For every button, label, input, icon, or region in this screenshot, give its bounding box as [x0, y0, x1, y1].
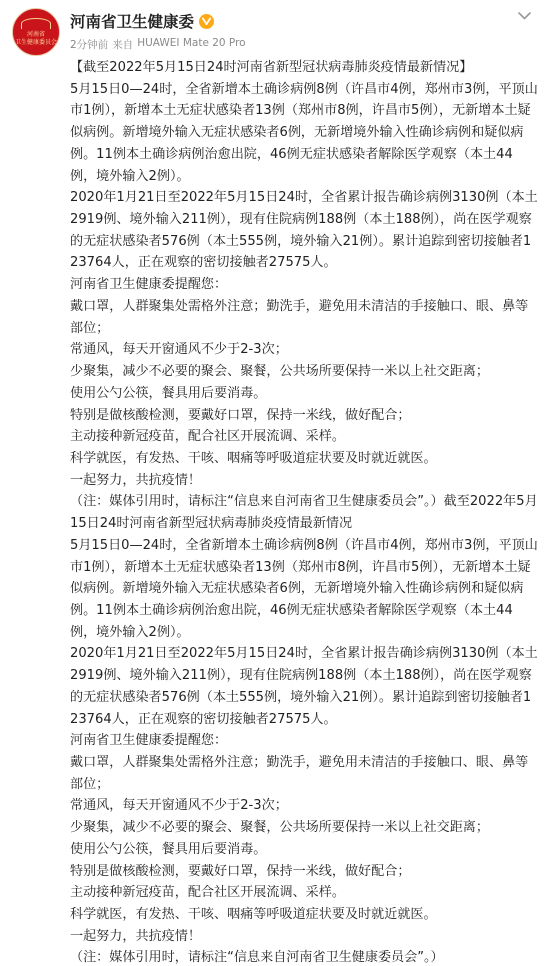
avatar[interactable]	[12, 8, 60, 56]
post-paragraph: 少聚集，减少不必要的聚会、聚餐，公共场所要保持一米以上社交距离；	[70, 820, 489, 836]
post-paragraph: 2020年1月21日至2022年5月15日24时，全省累计报告确诊病例3130例（本土2919例、境外输入211例），现有住院病例188例（本土188例），尚在医学观察的无症状感染者576例（本土555例，境外输入21例）。累计追踪到密切接触者123764人，正在观察的密切接触者27575人。	[70, 190, 538, 271]
post-paragraph: （注：媒体引用时，请标注“信息来自河南省卫生健康委员会”。）截至2022年5月15日24时河南省新型冠状病毒肺炎疫情最新情况	[70, 494, 538, 532]
post-paragraph: 2020年1月21日至2022年5月15日24时，全省累计报告确诊病例3130例（本土2919例、境外输入211例），现有住院病例188例（本土188例），尚在医学观察的无症状感染者576例（本土555例，境外输入21例）。累计追踪到密切接触者123764人，正在观察的密切接触者27575人。	[70, 646, 538, 727]
post-paragraph: 主动接种新冠疫苗，配合社区开展流调、采样。	[70, 429, 345, 445]
post-paragraph: 5月15日0—24时，全省新增本土确诊病例8例（许昌市4例，郑州市3例，平顶山市1例），新增本土无症状感染者13例（郑州市8例，许昌市5例），无新增本土疑似病例。新增境外输入无症状感染者6例，无新增境外输入性确诊病例和疑似病例。11例本土确诊病例治愈出院，46例无症状感染者解除医学观察（本土44例，境外输入2例）。	[70, 81, 538, 184]
post-paragraph: 科学就医，有发热、干咳、咽痛等呼吸道症状要及时就近就医。	[70, 450, 437, 466]
emblem-icon	[21, 18, 51, 29]
post-paragraph: 主动接种新冠疫苗，配合社区开展流调、采样。	[70, 885, 345, 901]
post-paragraph: 常通风，每天开窗通风不少于2-3次；	[70, 342, 288, 358]
post-paragraph: 科学就医，有发热、干咳、咽痛等呼吸道症状要及时就近就医。	[70, 907, 437, 923]
post-paragraph: 使用公勺公筷，餐具用后要消毒。	[70, 385, 267, 401]
post-paragraph: 少聚集，减少不必要的聚会、聚餐，公共场所要保持一米以上社交距离；	[70, 364, 489, 380]
more-options-button[interactable]	[514, 6, 534, 26]
avatar-text-line-2: 卫生健康委员会	[14, 38, 57, 46]
post-paragraph: 河南省卫生健康委提醒您：	[70, 277, 228, 293]
post-device: HUAWEI Mate 20 Pro	[137, 37, 246, 49]
post-header	[0, 0, 550, 64]
chevron-down-icon	[518, 12, 531, 20]
post-paragraph: 戴口罩，人群聚集处需格外注意；勤洗手，避免用未清洁的手接触口、眼、鼻等部位；	[70, 755, 529, 792]
post-meta	[70, 37, 246, 52]
post-time: 2分钟前	[70, 39, 109, 51]
post-paragraph: 戴口罩，人群聚集处需格外注意；勤洗手，避免用未清洁的手接触口、眼、鼻等部位；	[70, 298, 529, 336]
post-headline: 【截至2022年5月15日24时河南省新型冠状病毒肺炎疫情最新情况】	[70, 60, 473, 75]
post-paragraph: 5月15日0—24时，全省新增本土确诊病例8例（许昌市4例，郑州市3例，平顶山市1例），新增本土无症状感染者13例（郑州市8例，许昌市5例），无新增本土疑似病例。新增境外输入无症状感染者6例，无新增境外输入性确诊病例和疑似病例。11例本土确诊病例治愈出院，46例无症状感染者解除医学观察（本土44例，境外输入2例）。	[70, 537, 538, 640]
post-paragraph: 使用公勺公筷，餐具用后要消毒。	[70, 841, 267, 857]
post-paragraph: 一起努力，共抗疫情！	[70, 472, 201, 488]
post-paragraph: 一起努力，共抗疫情！	[70, 928, 201, 944]
author-name[interactable]: 河南省卫生健康委	[70, 13, 195, 31]
author-row	[70, 10, 214, 32]
post-paragraph: （注：媒体引用时，请标注“信息来自河南省卫生健康委员会”。）	[70, 950, 444, 966]
post-paragraph: 常通风，每天开窗通风不少于2-3次；	[70, 798, 288, 814]
post-paragraph: 特别是做核酸检测，要戴好口罩，保持一米线，做好配合；	[70, 863, 411, 879]
post-content	[70, 57, 538, 966]
post-paragraph: 特别是做核酸检测，要戴好口罩，保持一米线，做好配合；	[70, 407, 411, 423]
avatar-text-line-1: 河南省	[26, 30, 45, 38]
post-source-prefix: 来自	[112, 39, 134, 51]
post-paragraph: 河南省卫生健康委提醒您：	[70, 733, 228, 749]
verified-badge-icon	[199, 14, 214, 29]
